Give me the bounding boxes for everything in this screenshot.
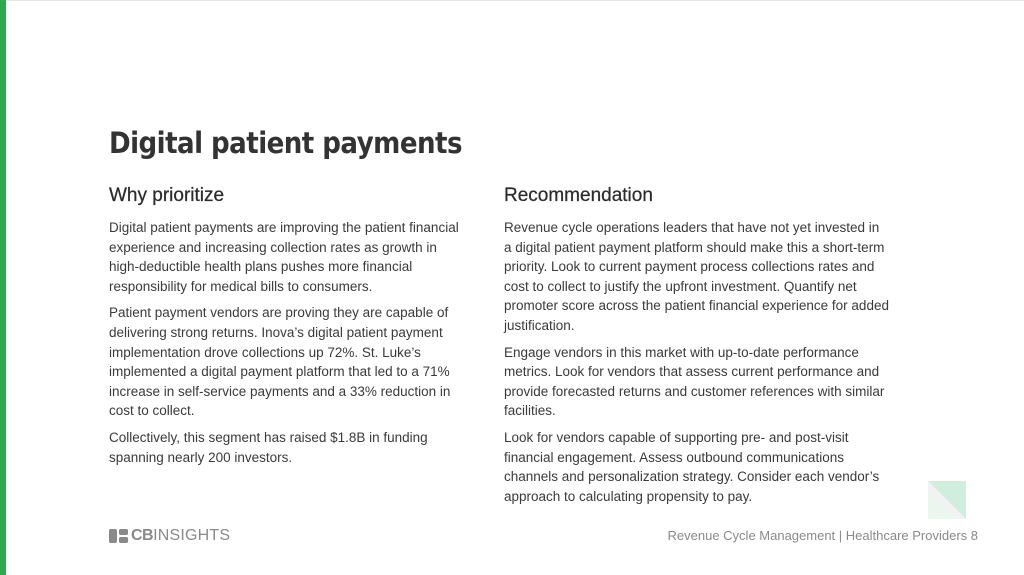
why-prioritize-paragraph-2: Patient payment vendors are proving they are capable of delivering strong returns. Inova’s digital patient payment implementation drove collections up 72%. St. Luke’s implemented a digital payment platform that led to a 71% increase in self-service payments and a 33% reduction in cost to collect. xyxy=(109,305,451,419)
why-prioritize-paragraph-1: Digital patient payments are improving the patient financial experience and increasing collection rates as growth in high-deductible health plans pushes more financial responsibility for medical bills to consumers. xyxy=(109,220,459,294)
recommendation-paragraph-1: Revenue cycle operations leaders that have not yet invested in a digital patient payment platform should make this a short-term priority. Look to current payment process collections rates and cost to collect to justify the upfront investment. Quantify net promoter score across the patient financial experience for added justification. xyxy=(504,220,889,333)
recommendation-paragraph-2: Engage vendors in this market with up-to-date performance metrics. Look for vendors that assess current performance and provide forecasted returns and customer references with similar facilities. xyxy=(504,344,885,419)
recommendation-heading: Recommendation xyxy=(504,185,653,206)
cb-insights-logo-mark-icon xyxy=(109,529,128,543)
why-prioritize-section xyxy=(109,185,464,474)
cb-insights-logo xyxy=(109,526,230,546)
page-title: Digital patient payments xyxy=(109,126,462,160)
why-prioritize-paragraph-3: Collectively, this segment has raised $1.8B in funding spanning nearly 200 investors. xyxy=(109,429,428,465)
why-prioritize-heading: Why prioritize xyxy=(109,185,225,206)
accent-side-bar xyxy=(0,0,6,575)
top-divider xyxy=(6,0,1024,1)
footer-page-info: Revenue Cycle Management | Healthcare Providers 8 xyxy=(667,528,978,543)
recommendation-paragraph-3: Look for vendors capable of supporting pre- and post-visit financial engagement. Assess outbound communications channels and personalization strategy. Consider each vendor’s approach to calculating propensity to pay. xyxy=(504,429,880,504)
corner-decoration-icon xyxy=(928,481,966,519)
recommendation-section xyxy=(504,185,889,513)
logo-wordmark: CBINSIGHTS xyxy=(131,527,231,544)
